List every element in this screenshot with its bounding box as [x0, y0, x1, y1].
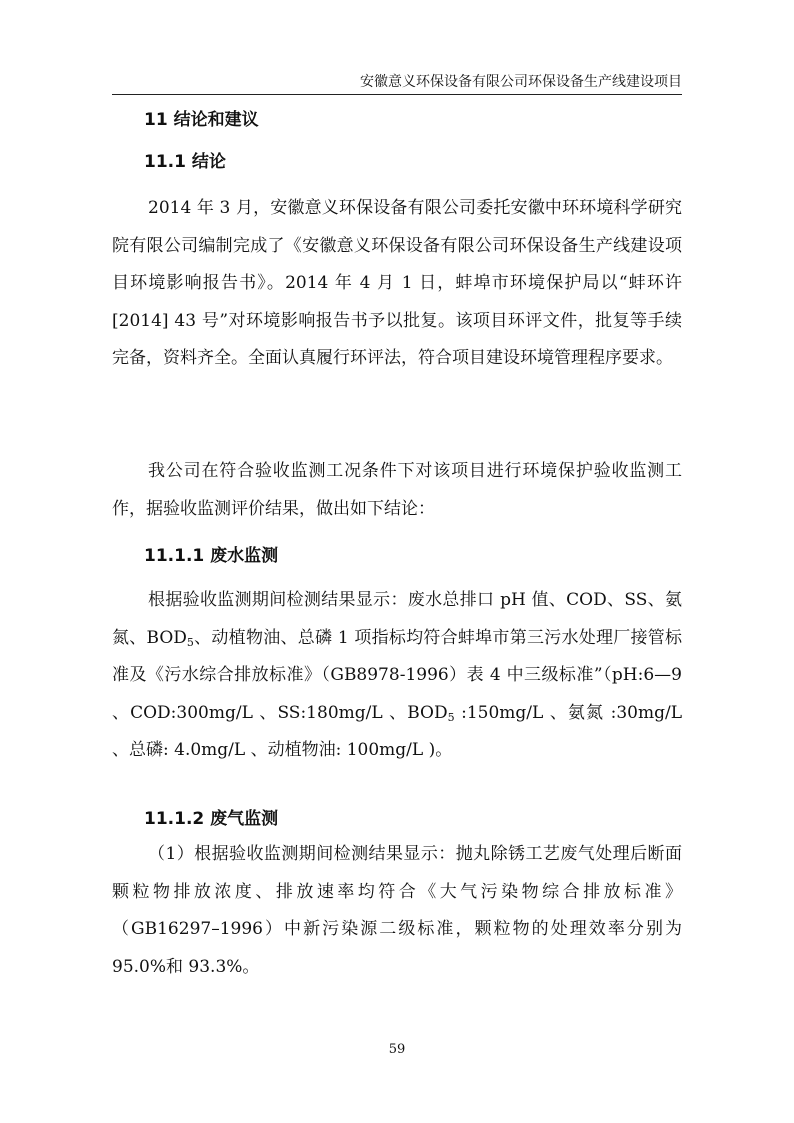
wastewater-heading: 11.1.1 废水监测	[144, 546, 279, 566]
running-header: 安徽意义环保设备有限公司环保设备生产线建设项目	[360, 74, 682, 90]
wastewater-text-c: :150mg/L 、氨氮 :30mg/L 、总磷: 4.0mg/L 、动植物油: 100mg/L )。	[112, 702, 682, 760]
wastegas-heading: 11.1.2 废气监测	[144, 809, 279, 829]
paragraph-commission: 2014 年 3 月，安徽意义环保设备有限公司委托安徽中环环境科学研究院有限公司编制完成了《安徽意义环保设备有限公司环保设备生产线建设项目环境影响报告书》。2014 年 4 月 1 日，蚌埠市环境保护局以“蚌环许[2014] 43 号”对环境影响报告书予以批复。该项目环评文件，批复等手续完备，资料齐全。全面认真履行环评法，符合项目建设环境管理程序要求。	[112, 198, 682, 368]
page-number: 59	[388, 1042, 406, 1057]
paragraph-wastewater	[112, 582, 682, 770]
wastewater-text-b: 、动植物油、总磷 1 项指标均符合蚌埠市第三污水处理厂接管标准及《污水综合排放标准》（GB8978-1996）表 4 中三级标准”（pH:6—9 、COD:300mg/L 、SS:180mg/L 、BOD	[112, 627, 683, 723]
bod-subscript: 5	[186, 635, 194, 649]
paragraph-wastegas: （1）根据验收监测期间检测结果显示：抛丸除锈工艺废气处理后断面颗粒物排放浓度、排放速率均符合《大气污染物综合排放标准》（GB16297–1996）中新污染源二级标准，颗粒物的处理效率分别为 95.0%和 93.3%。	[112, 844, 682, 977]
section-heading: 11 结论和建议	[144, 110, 259, 130]
header-rule	[112, 94, 682, 95]
subsection-heading: 11.1 结论	[144, 152, 226, 172]
bod-subscript: 5	[447, 710, 455, 724]
paragraph-monitoring: 我公司在符合验收监测工况条件下对该项目进行环境保护验收监测工作，据验收监测评价结果，做出如下结论：	[112, 461, 682, 519]
wastewater-text-a: 根据验收监测期间检测结果显示：废水总排口 pH 值、COD、SS、氨氮、BOD	[112, 590, 682, 648]
